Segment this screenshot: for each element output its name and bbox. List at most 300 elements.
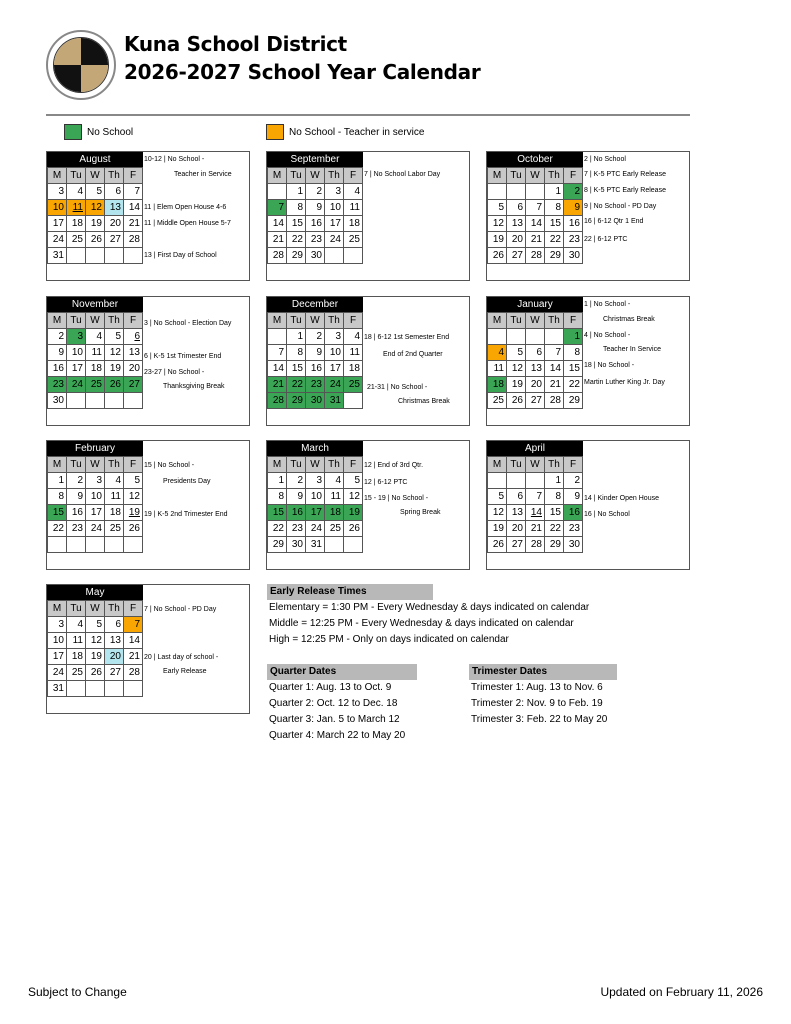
weekday-header: Th [325,457,344,473]
calendar-day [344,248,363,264]
event-note: 7 | K-5 PTC Early Release [584,171,666,178]
weekday-header: M [48,457,67,473]
calendar-day: 12 [488,505,507,521]
weekday-header: W [526,457,545,473]
calendar-day: 30 [306,393,325,409]
calendar-day [344,537,363,553]
calendar-day [105,537,124,553]
section-title: Quarter Dates [267,664,417,680]
green-swatch-icon [64,124,82,140]
calendar-day: 7 [268,200,287,216]
calendar-day: 20 [507,521,526,537]
event-note: 16 | No School [584,511,630,518]
calendar-day: 28 [545,393,564,409]
calendar-day: 27 [105,665,124,681]
calendar-day: 28 [268,393,287,409]
calendar-day [124,681,143,697]
calendar-day: 2 [67,473,86,489]
event-note: 18 | 6-12 1st Semester End [364,334,450,341]
calendar-day: 10 [48,200,67,216]
calendar-day: 27 [507,537,526,553]
calendar-day: 2 [564,473,583,489]
calendar-day: 5 [488,200,507,216]
calendar-day: 30 [564,248,583,264]
calendar-day: 30 [306,248,325,264]
header-divider [46,114,690,116]
calendar-day: 13 [124,345,143,361]
calendar-day: 26 [344,521,363,537]
calendar-day: 26 [124,521,143,537]
quarter-line: Quarter 3: Jan. 5 to March 12 [269,714,400,725]
calendar-day: 17 [48,649,67,665]
calendar-day: 15 [564,361,583,377]
calendar-day [325,248,344,264]
calendar-day: 10 [325,345,344,361]
calendar-day: 17 [86,505,105,521]
weekday-header: Tu [507,457,526,473]
month-august [46,151,250,281]
calendar-day: 9 [287,489,306,505]
calendar-day: 11 [344,345,363,361]
calendar-day: 1 [564,329,583,345]
event-note: 10-12 | No School - [144,156,205,163]
weekday-header: W [86,313,105,329]
calendar-day: 7 [268,345,287,361]
event-note: 1 | No School - [584,301,631,308]
event-note: Teacher In Service [603,346,661,353]
calendar-day [67,248,86,264]
calendar-day: 20 [124,361,143,377]
calendar-day: 17 [67,361,86,377]
calendar-day: 11 [86,345,105,361]
month-name: May [47,585,143,600]
calendar-day: 14 [545,361,564,377]
calendar-day: 26 [507,393,526,409]
calendar-day: 12 [507,361,526,377]
calendar-day: 23 [306,232,325,248]
early-release-line: Elementary = 1:30 PM - Every Wednesday & days indicated on calendar [269,602,590,613]
calendar-day [67,537,86,553]
weekday-header: W [306,313,325,329]
early-release-line: Middle = 12:25 PM - Every Wednesday & days indicated on calendar [269,618,574,629]
calendar-day [124,393,143,409]
calendar-day: 24 [325,377,344,393]
trimester-line: Trimester 2: Nov. 9 to Feb. 19 [471,698,603,709]
calendar-day: 8 [564,345,583,361]
event-note: 12 | 6-12 PTC [364,479,408,486]
calendar-day: 3 [325,329,344,345]
calendar-day: 5 [488,489,507,505]
calendar-day: 3 [325,184,344,200]
weekday-header: W [306,168,325,184]
calendar-day: 9 [67,489,86,505]
calendar-day [124,537,143,553]
event-note: Early Release [163,668,207,675]
calendar-day: 6 [105,617,124,633]
calendar-day: 6 [124,329,143,345]
calendar-day: 27 [124,377,143,393]
calendar-day: 29 [287,248,306,264]
calendar-day: 10 [48,633,67,649]
calendar-day: 24 [325,232,344,248]
calendar-day: 19 [488,232,507,248]
event-note: 2 | No School [584,156,626,163]
calendar-day: 22 [545,232,564,248]
calendar-day: 30 [564,537,583,553]
weekday-header: W [526,313,545,329]
calendar-day: 29 [564,393,583,409]
calendar-day: 7 [545,345,564,361]
calendar-day: 22 [287,377,306,393]
calendar-day: 9 [306,200,325,216]
calendar-day: 28 [526,537,545,553]
weekday-header: M [48,601,67,617]
event-note: 11 | Middle Open House 5-7 [144,220,231,227]
month-april [486,440,690,570]
weekday-header: Tu [67,457,86,473]
calendar-day: 19 [507,377,526,393]
weekday-header: Th [545,313,564,329]
calendar-day: 29 [545,248,564,264]
calendar-day: 25 [344,377,363,393]
weekday-header: Tu [67,601,86,617]
calendar-day: 4 [344,184,363,200]
calendar-day: 22 [564,377,583,393]
calendar-day: 12 [105,345,124,361]
calendar-day: 12 [86,200,105,216]
calendar-day: 28 [268,248,287,264]
weekday-header: F [564,313,583,329]
calendar-day [67,393,86,409]
calendar-day: 14 [526,505,545,521]
calendar-day: 22 [48,521,67,537]
calendar-day: 15 [268,505,287,521]
weekday-header: Tu [507,313,526,329]
calendar-day: 23 [67,521,86,537]
event-note: 8 | K-5 PTC Early Release [584,187,666,194]
event-note: 23-27 | No School - [144,369,205,376]
event-note: Thanksgiving Break [163,383,225,390]
quarter-line: Quarter 2: Oct. 12 to Dec. 18 [269,698,398,709]
calendar-day: 4 [325,473,344,489]
calendar-day: 11 [67,633,86,649]
page-header [46,30,696,104]
event-note: 4 | No School - [584,332,631,339]
weekday-header: M [268,313,287,329]
calendar-day: 24 [48,665,67,681]
calendar-day: 18 [344,361,363,377]
calendar-day: 12 [488,216,507,232]
calendar-day: 21 [526,232,545,248]
calendar-day: 8 [545,200,564,216]
calendar-day [545,329,564,345]
calendar-day: 25 [86,377,105,393]
trimester-line: Trimester 3: Feb. 22 to May 20 [471,714,608,725]
calendar-day [488,473,507,489]
event-note: 7 | No School - PD Day [144,606,217,613]
calendar-day: 10 [86,489,105,505]
calendar-day: 14 [268,361,287,377]
event-note: Martin Luther King Jr. Day [584,379,665,386]
month-february [46,440,250,570]
calendar-day: 25 [325,521,344,537]
calendar-day: 31 [48,248,67,264]
month-name: February [47,441,143,456]
calendar-day: 1 [545,473,564,489]
event-note: Christmas Break [603,316,655,323]
calendar-day: 4 [67,184,86,200]
calendar-day: 4 [67,617,86,633]
footer-updated-date: Updated on February 11, 2026 [600,985,763,999]
calendar-day: 11 [105,489,124,505]
weekday-header: F [124,313,143,329]
event-note: 3 | No School - Election Day [144,320,232,327]
calendar-day [526,473,545,489]
month-september [266,151,470,281]
calendar-day: 6 [105,184,124,200]
calendar-day: 6 [507,489,526,505]
calendar-day: 11 [325,489,344,505]
weekday-header: F [124,601,143,617]
month-name: August [47,152,143,167]
calendar-day: 9 [564,200,583,216]
calendar-day: 31 [325,393,344,409]
calendar-day: 2 [564,184,583,200]
calendar-day: 13 [105,200,124,216]
weekday-header: F [344,313,363,329]
calendar-day: 8 [287,345,306,361]
calendar-day: 8 [268,489,287,505]
calendar-day: 20 [526,377,545,393]
calendar-day [526,329,545,345]
calendar-day: 9 [48,345,67,361]
event-note: 12 | End of 3rd Qtr. [364,462,424,469]
weekday-header: F [124,457,143,473]
calendar-day: 23 [564,232,583,248]
calendar-day: 7 [526,489,545,505]
calendar-day: 18 [325,505,344,521]
calendar-day: 13 [507,216,526,232]
calendar-day: 20 [507,232,526,248]
calendar-day [86,248,105,264]
calendar-day: 21 [124,216,143,232]
calendar-day [526,184,545,200]
calendar-day: 25 [488,393,507,409]
calendar-day [488,184,507,200]
calendar-day: 1 [287,329,306,345]
calendar-day [507,473,526,489]
month-name: December [267,297,363,312]
calendar-day: 21 [545,377,564,393]
calendar-day: 26 [86,232,105,248]
month-december [266,296,470,426]
calendar-day: 15 [545,216,564,232]
calendar-day: 21 [526,521,545,537]
calendar-day: 5 [86,617,105,633]
calendar-day: 19 [124,505,143,521]
weekday-header: Th [325,168,344,184]
calendar-day: 9 [564,489,583,505]
calendar-day: 24 [306,521,325,537]
calendar-day: 22 [545,521,564,537]
calendar-day: 18 [344,216,363,232]
calendar-day: 17 [325,361,344,377]
event-note: 15 | No School - [144,462,195,469]
calendar-day: 24 [86,521,105,537]
weekday-header: M [488,168,507,184]
calendar-day [124,248,143,264]
event-note: 22 | 6-12 PTC [584,236,628,243]
calendar-day: 25 [344,232,363,248]
calendar-day: 25 [105,521,124,537]
calendar-day: 30 [48,393,67,409]
calendar-day: 16 [306,216,325,232]
calendar-day: 10 [325,200,344,216]
calendar-day: 27 [507,248,526,264]
calendar-day: 25 [67,665,86,681]
calendar-day: 29 [268,537,287,553]
calendar-day: 4 [105,473,124,489]
calendar-day: 3 [67,329,86,345]
calendar-day: 20 [105,649,124,665]
quarter-dates-section [267,664,417,744]
calendar-day: 18 [67,216,86,232]
weekday-header: W [86,168,105,184]
district-logo-icon [46,30,116,100]
calendar-day: 17 [325,216,344,232]
calendar-day: 15 [287,216,306,232]
calendar-day: 7 [526,200,545,216]
month-october [486,151,690,281]
event-note: 13 | First Day of School [144,252,217,259]
calendar-day: 5 [344,473,363,489]
calendar-day: 1 [287,184,306,200]
quarter-line: Quarter 1: Aug. 13 to Oct. 9 [269,682,392,693]
weekday-header: W [86,601,105,617]
calendar-day: 10 [67,345,86,361]
trimester-line: Trimester 1: Aug. 13 to Nov. 6 [471,682,603,693]
calendar-day: 9 [306,345,325,361]
month-january [486,296,690,426]
weekday-header: Th [105,168,124,184]
calendar-day [105,681,124,697]
calendar-day: 11 [344,200,363,216]
calendar-day: 14 [268,216,287,232]
event-note: 16 | 6-12 Qtr 1 End [584,218,644,225]
calendar-day [67,681,86,697]
month-name: October [487,152,583,167]
weekday-header: W [526,168,545,184]
calendar-day: 16 [306,361,325,377]
calendar-day: 19 [344,505,363,521]
calendar-day: 26 [86,665,105,681]
calendar-day: 8 [545,489,564,505]
calendar-day: 15 [287,361,306,377]
legend-label: No School [87,126,134,138]
calendar-day: 17 [306,505,325,521]
calendar-day: 3 [86,473,105,489]
early-release-section [267,584,687,648]
calendar-day: 18 [488,377,507,393]
calendar-day [86,537,105,553]
calendar-day [488,329,507,345]
calendar-day: 4 [344,329,363,345]
month-november [46,296,250,426]
early-release-line: High = 12:25 PM - Only on days indicated on calendar [269,634,509,645]
calendar-day [325,537,344,553]
weekday-header: Th [545,457,564,473]
weekday-header: M [268,457,287,473]
calendar-day: 8 [48,489,67,505]
calendar-day: 21 [268,377,287,393]
calendar-day [86,393,105,409]
calendar-day: 31 [306,537,325,553]
weekday-header: Tu [287,168,306,184]
calendar-day: 15 [48,505,67,521]
calendar-day: 14 [124,633,143,649]
calendar-day: 5 [86,184,105,200]
weekday-header: Th [105,457,124,473]
weekday-header: Th [325,313,344,329]
calendar-day: 12 [86,633,105,649]
event-note: 11 | Elem Open House 4-6 [144,204,227,211]
weekday-header: F [564,168,583,184]
calendar-day: 12 [344,489,363,505]
month-name: September [267,152,363,167]
calendar-day: 21 [124,649,143,665]
calendar-day: 5 [507,345,526,361]
calendar-day: 23 [306,377,325,393]
calendar-day: 28 [526,248,545,264]
month-may [46,584,250,714]
calendar-day [86,681,105,697]
calendar-day: 21 [268,232,287,248]
calendar-day: 10 [306,489,325,505]
calendar-day: 24 [67,377,86,393]
weekday-header: W [86,457,105,473]
calendar-day: 2 [306,329,325,345]
calendar-day: 5 [124,473,143,489]
calendar-day: 1 [268,473,287,489]
calendar-day [344,393,363,409]
calendar-day [105,248,124,264]
legend-label: No School - Teacher in service [289,126,425,138]
calendar-day: 2 [48,329,67,345]
calendar-day: 6 [507,200,526,216]
calendar-day: 11 [67,200,86,216]
calendar-day: 1 [48,473,67,489]
calendar-day [507,184,526,200]
event-note: Teacher in Service [174,171,232,178]
event-note: 6 | K-5 1st Trimester End [144,353,222,360]
calendar-day: 31 [48,681,67,697]
calendar-day: 26 [488,248,507,264]
calendar-day: 4 [86,329,105,345]
weekday-header: F [124,168,143,184]
calendar-day: 18 [105,505,124,521]
section-title: Trimester Dates [469,664,617,680]
event-note: 20 | Last day of school - [144,654,219,661]
weekday-header: M [488,457,507,473]
weekday-header: Tu [67,313,86,329]
event-note: 9 | No School - PD Day [584,203,657,210]
calendar-day: 30 [287,537,306,553]
calendar-day: 29 [545,537,564,553]
calendar-day: 7 [124,184,143,200]
month-name: March [267,441,363,456]
calendar-day: 16 [67,505,86,521]
event-note: Christmas Break [398,398,450,405]
